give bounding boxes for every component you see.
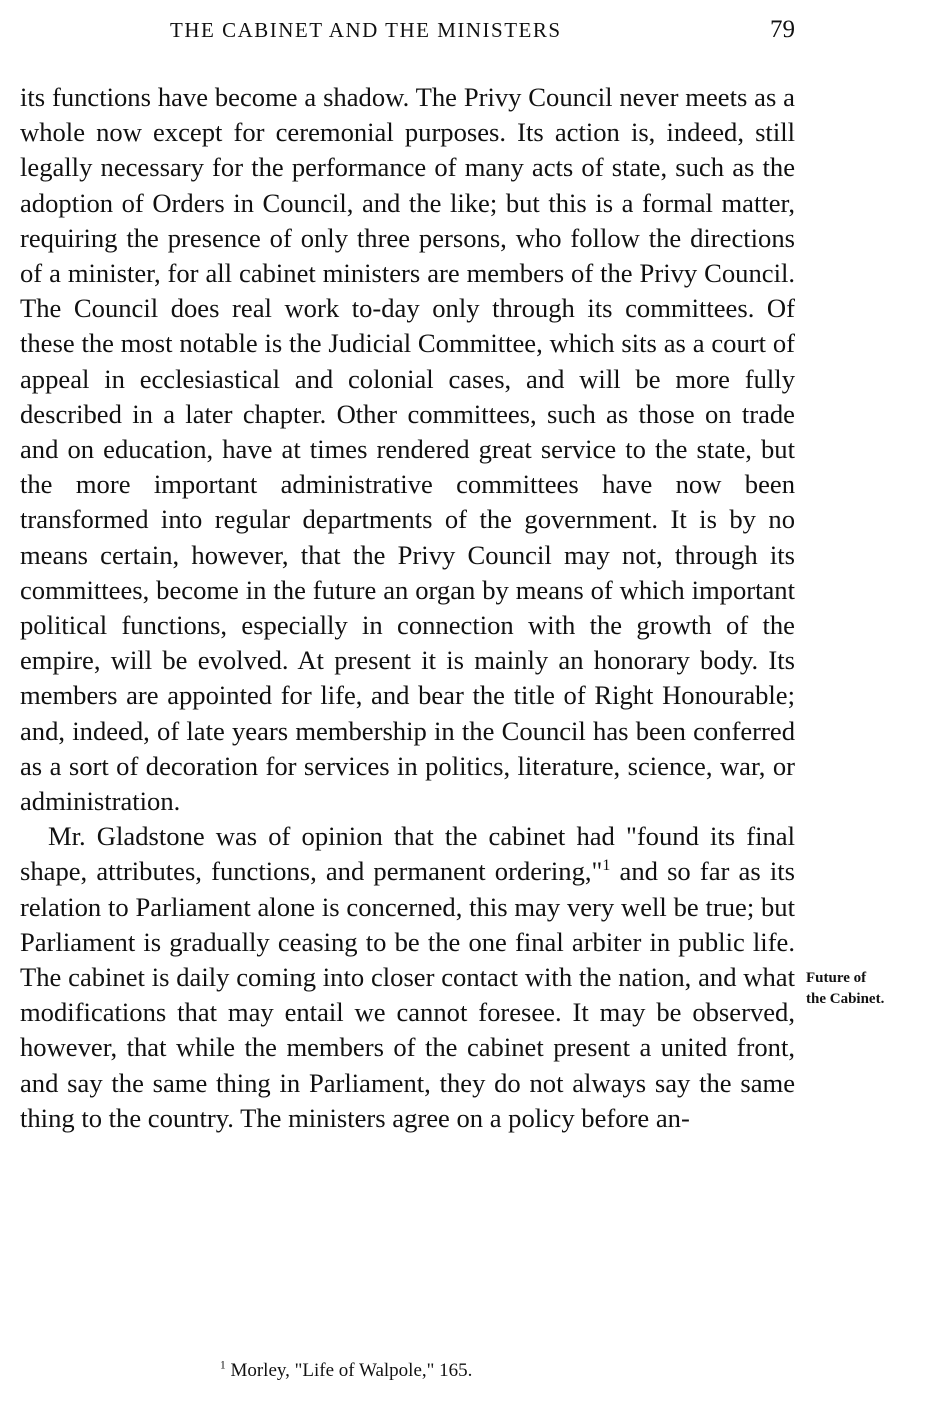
running-head [20, 16, 795, 48]
page-number: 79 [770, 16, 795, 43]
footnote-reference[interactable]: 1 [602, 857, 611, 875]
paragraph-2-continuation: and so far as its relation to Parliament alone is concerned, this may very well be true; but Parliament is gradually ceasing to be the one final arbiter in public life. The cabinet is daily coming into closer contact with the nation, and what modifications that may entail we cannot foresee. It may be observed, however, that while the members of the cabinet present a united front, and say the same thing in Parliament, they do not always say the same thing to the country. The ministers agree on a policy before an- [20, 856, 795, 1133]
footnote-marker: 1 [220, 1359, 226, 1372]
paragraph-future-of-cabinet [20, 819, 795, 1136]
body-text [20, 80, 795, 1136]
paragraph-privy-council: its functions have become a shadow. The Privy Council never meets as a whole now except for ceremonial purposes. Its action is, indeed, still legally necessary for the performance of many acts of state, such as the adoption of Orders in Council, and the like; but this is a formal matter, requiring the presence of only three persons, who follow the directions of a minister, for all cabinet ministers are members of the Privy Council. The Council does real work to-day only through its committees. Of these the most notable is the Judicial Committee, which sits as a court of appeal in ecclesiastical and colonial cases, and will be more fully described in a later chapter. Other committees, such as those on trade and on education, have at times rendered great service to the state, but the more important administrative committees have now been transformed into regular departments of the government. It is by no means certain, however, that the Privy Council may not, through its committees, become in the future an organ by means of which important political functions, especially in connection with the growth of the empire, will be evolved. At present it is mainly an honorary body. Its members are appointed for life, and bear the title of Right Honourable; and, indeed, of late years membership in the Council has been conferred as a sort of decoration for services in politics, literature, science, war, or administration. [20, 82, 795, 817]
running-title: THE CABINET AND THE MINISTERS [170, 18, 562, 42]
marginal-note [806, 968, 941, 1010]
marginal-note-line-1: Future of [806, 970, 867, 986]
footnote [220, 1360, 472, 1382]
footnote-text: Morley, "Life of Walpole," 165. [225, 1360, 473, 1381]
paragraph-2-opening: Mr. Gladstone was of opinion that the cabinet had "found its final shape, attributes, functions, and permanent ordering," [20, 821, 795, 887]
marginal-note-line-2: the Cabinet. [806, 991, 885, 1007]
